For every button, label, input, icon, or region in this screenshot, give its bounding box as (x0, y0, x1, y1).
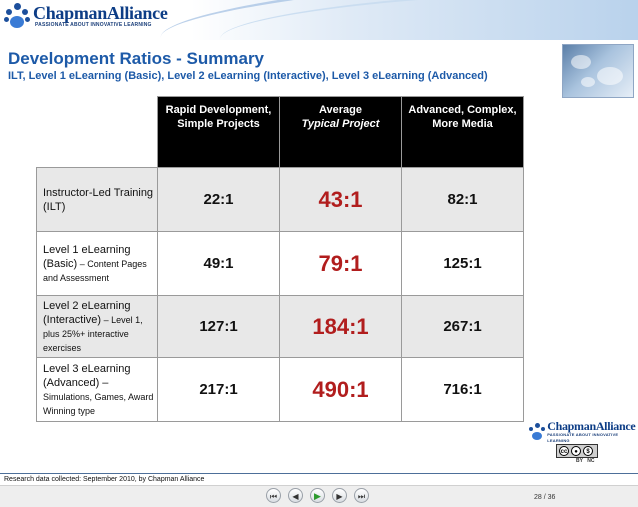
column-header-line: Typical Project (301, 118, 380, 130)
row-label-main: Level 2 eLearning (Interactive) (43, 299, 131, 326)
page-counter: 28 / 36 (534, 494, 556, 501)
column-header-line: Average (318, 104, 362, 116)
previous-icon: ◀ (292, 492, 299, 501)
column-header-rapid (158, 97, 280, 168)
ratio-cell: 22:1 (158, 168, 280, 232)
ratio-cell-average: 490:1 (280, 358, 402, 422)
ratio-cell: 49:1 (158, 232, 280, 296)
last-slide-button[interactable] (354, 488, 369, 503)
brand-tagline: PASSIONATE ABOUT INNOVATIVE LEARNING (547, 432, 619, 443)
table-corner (37, 97, 158, 168)
brand-name: ChapmanAlliance (547, 419, 636, 433)
next-icon: ▶ (336, 492, 343, 501)
row-label-detail: – Level 1, plus 25%+ interactive exercises (43, 314, 143, 353)
table-row (37, 358, 524, 422)
table-row (37, 296, 524, 358)
brand-logo-top (4, 3, 168, 29)
ratio-cell-average: 43:1 (280, 168, 402, 232)
ratio-cell-average: 184:1 (280, 296, 402, 358)
column-header-line: More Media (432, 118, 493, 130)
attribution-icon: ● (571, 446, 581, 456)
noncommercial-icon: $ (583, 446, 593, 456)
next-slide-button[interactable] (332, 488, 347, 503)
table-row (37, 168, 524, 232)
cc-icon: cc (559, 446, 569, 456)
column-header-advanced (402, 97, 524, 168)
ratio-cell: 716:1 (402, 358, 524, 422)
row-label-detail: Simulations, Games, Award Winning type (43, 391, 154, 416)
slide-title: Development Ratios - Summary (8, 49, 265, 68)
column-header-line: Simple Projects (177, 118, 260, 130)
brand-name: ChapmanAlliance (33, 2, 168, 23)
column-header-line: Rapid Development, (165, 104, 272, 116)
first-slide-button[interactable] (266, 488, 281, 503)
row-label-detail: – Content Pages and Assessment (43, 258, 147, 283)
cc-nc-label: NC (587, 458, 595, 464)
row-label (37, 358, 158, 422)
ratios-table (36, 96, 524, 422)
ratio-cell: 82:1 (402, 168, 524, 232)
row-label (37, 168, 158, 232)
skip-back-icon: ⏮ (269, 492, 278, 501)
row-label (37, 296, 158, 358)
ratio-cell: 267:1 (402, 296, 524, 358)
brand-tagline: PASSIONATE ABOUT INNOVATIVE LEARNING (35, 21, 152, 28)
column-header-average (280, 97, 402, 168)
ratio-cell-average: 79:1 (280, 232, 402, 296)
row-label-main: Level 1 eLearning (Basic) (43, 243, 131, 270)
table-row (37, 232, 524, 296)
people-icon (4, 3, 30, 29)
play-icon: ▶ (314, 491, 321, 501)
cc-by-label: BY (576, 458, 583, 464)
ratio-cell: 217:1 (158, 358, 280, 422)
slide-subtitle: ILT, Level 1 eLearning (Basic), Level 2 eLearning (Interactive), Level 3 eLearning (Advanced) (8, 70, 488, 82)
previous-slide-button[interactable] (288, 488, 303, 503)
brand-logo-bottom (528, 420, 638, 444)
column-header-line: Advanced, Complex, (408, 104, 517, 116)
skip-forward-icon: ⏭ (357, 492, 366, 501)
player-controls-bar (0, 485, 638, 507)
row-label-main: Level 3 eLearning (Advanced) – (43, 362, 131, 389)
ratio-cell: 127:1 (158, 296, 280, 358)
row-label (37, 232, 158, 296)
people-icon (528, 423, 545, 441)
creative-commons-badge (556, 444, 598, 458)
footer-divider (0, 473, 638, 474)
row-label-main: Instructor-Led Training (ILT) (43, 186, 154, 213)
ratio-cell: 125:1 (402, 232, 524, 296)
cc-labels (576, 458, 594, 464)
play-button[interactable] (310, 488, 325, 503)
table-header-row (37, 97, 524, 168)
slide-thumbnail-image (562, 44, 634, 98)
source-note: Research data collected: September 2010, by Chapman Alliance (4, 476, 205, 483)
